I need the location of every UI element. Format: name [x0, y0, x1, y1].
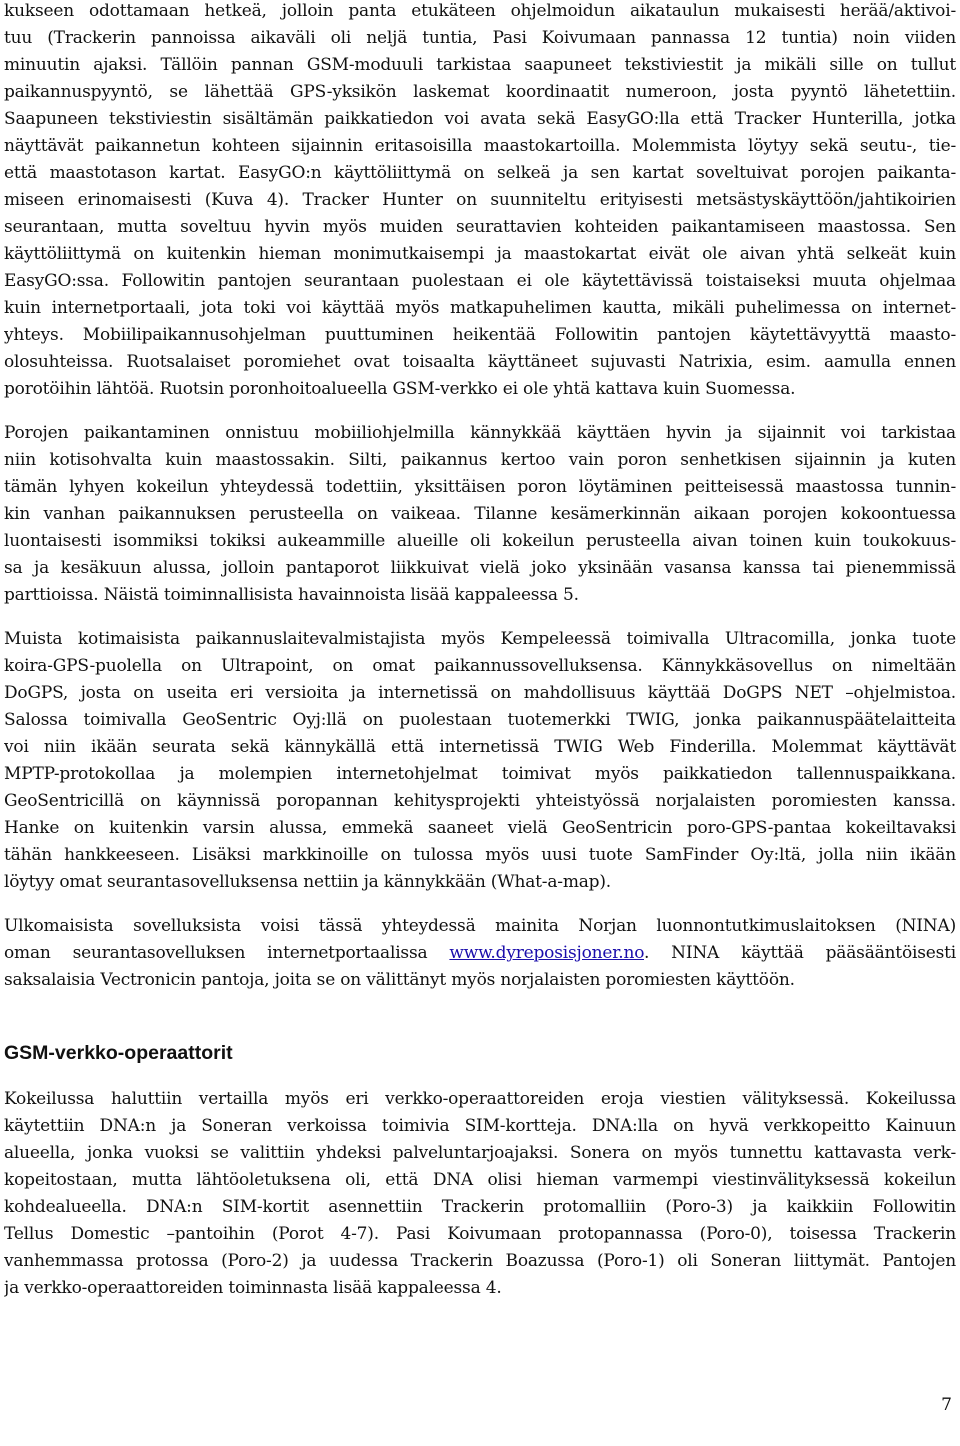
text-line: olosuhteissa. Ruotsalaiset poromiehet ovat toisaalta käyttäneet sujuvasti Natrixia, esim. aamulla ennen — [4, 352, 956, 372]
text-segment: oman seurantasovelluksen internetportaalissa — [4, 943, 450, 963]
text-line: yhteys. Mobiilipaikannusohjelman puuttuminen heikentää Followitin pantojen käytettävyyttä maasto- — [4, 325, 956, 345]
nina-website-link[interactable]: www.dyreposisjoner.no — [449, 943, 644, 963]
text-line: että maastotason kartat. EasyGO:n käyttöliittymä on selkeä ja sen kartat soveltuivat porojen paikanta- — [4, 163, 956, 183]
text-line — [4, 940, 956, 967]
text-line: Salossa toimivalla GeoSentric Oyj:llä on puolestaan tuotemerkki TWIG, jonka paikannuspäätelaitteita — [4, 710, 956, 730]
text-line: Tellus Domestic –pantoihin (Porot 4-7). Pasi Koivumaan protopannassa (Poro-0), toisessa Trackerin — [4, 1224, 956, 1244]
text-line: porotöihin lähtöä. Ruotsin poronhoitoalueella GSM-verkko ei ole yhtä kattava kuin Suomessa. — [4, 379, 796, 399]
text-line: tämän lyhyen kokeilun yhteydessä todettiin, yksittäisen poron löytäminen peitteisessä maastossa tunnin- — [4, 477, 956, 497]
text-line: vanhemmassa protossa (Poro-2) ja uudessa Trackerin Boazussa (Poro-1) oli Soneran liittymät. Pantojen — [4, 1251, 956, 1271]
text-line: MPTP-protokollaa ja molempien internetohjelmat toimivat myös paikkatiedon tallennuspaikkana. — [4, 764, 956, 784]
text-line: kin vanhan paikannuksen perusteella on vaikeaa. Tilanne kesämerkinnän aikaan porojen kokoontuessa — [4, 504, 956, 524]
text-line: näyttävät paikannetun kohteen sijainnin eritasoisilla maastokartoilla. Molemmista löytyy sekä seutu-, tie- — [4, 136, 956, 156]
text-line: kuin internetportaali, jota toki voi käyttää myös matkapuhelimen kautta, mikäli puhelimessa on internet- — [4, 298, 956, 318]
text-line: Hanke on kuitenkin varsin alussa, emmekä saaneet vielä GeoSentricin poro-GPS-pantaa kokeiltavaksi — [4, 818, 956, 838]
text-line: DoGPS, josta on useita eri versioita ja internetissä on mahdollisuus käyttää DoGPS NET –ohjelmistoa. — [4, 683, 956, 703]
section-heading-gsm-operators: GSM-verkko-operaattorit — [4, 1042, 233, 1064]
text-line: Ulkomaisista sovelluksista voisi tässä yhteydessä mainita Norjan luonnontutkimuslaitoksen (NINA) — [4, 916, 956, 936]
text-line: Porojen paikantaminen onnistuu mobiiliohjelmilla kännykkää käyttäen hyvin ja sijainnit voi tarkistaa — [4, 423, 956, 443]
text-line: sa ja kesäkuun alussa, jolloin pantaporot liikkuivat vielä joko yksinään vasansa kanssa tai pienemmissä — [4, 558, 956, 578]
text-line: kohdealueella. DNA:n SIM-kortit asennettiin Trackerin protomalliin (Poro-3) ja kaikkiin Followitin — [4, 1197, 956, 1217]
text-line: luontaisesti isommiksi tokiksi aukeammille alueille oli kokeilun perusteella aivan toinen kuin toukokuus- — [4, 531, 956, 551]
text-line: Saapuneen tekstiviestin sisältämän paikkatiedon voi avata sekä EasyGO:lla että Tracker Hunterilla, jotka — [4, 109, 956, 129]
text-line: löytyy omat seurantasovelluksensa nettiin ja kännykkään (What-a-map). — [4, 872, 611, 892]
text-line: paikannuspyyntö, se lähettää GPS-yksikön laskemat koordinaatit numeroon, josta pyyntö lähetettiin. — [4, 82, 956, 102]
text-line: EasyGO:ssa. Followitin pantojen seurantaan puolestaan ei ole käytettävissä toistaiseksi muuta ohjelmaa — [4, 271, 956, 291]
text-line: seurantaan, mutta soveltuu hyvin myös muiden seurattavien kohteiden paikantamiseen maastossa. Sen — [4, 217, 956, 237]
paragraph-domestic-manufacturers — [4, 626, 956, 896]
text-line: minuutin ajaksi. Tällöin pannan GSM-moduuli tarkistaa saapuneet tekstiviestit ja mikäli sille on tullut — [4, 55, 956, 75]
text-line: tuu (Trackerin pannoissa aikaväli oli neljä tuntia, Pasi Koivumaan pannassa 12 tuntia) noin viiden — [4, 28, 956, 48]
text-line: GeoSentricillä on käynnissä poropannan kehitysprojekti yhteistyössä norjalaisten poromiesten kanssa. — [4, 791, 956, 811]
text-line: käytettiin DNA:n ja Soneran verkoissa toimivia SIM-kortteja. DNA:lla on hyvä verkkopeitto Kainuun — [4, 1116, 956, 1136]
text-line: voi niin ikään seurata sekä kännykällä että internetissä TWIG Web Finderilla. Molemmat käyttävät — [4, 737, 956, 757]
text-line: saksalaisia Vectronicin pantoja, joita se on välittänyt myös norjalaisten poromiesten käyttöön. — [4, 970, 795, 990]
text-line: Muista kotimaisista paikannuslaitevalmistajista myös Kempeleessä toimivalla Ultracomilla, jonka tuote — [4, 629, 956, 649]
paragraph-mobile-positioning — [4, 420, 956, 609]
text-line: käyttöliittymä on kuitenkin hieman monimutkaisempi ja maastokartat eivät ole aivan yhtä selkeät kuin — [4, 244, 956, 264]
text-line: Kokeilussa haluttiin vertailla myös eri verkko-operaattoreiden eroja viestien välityksessä. Kokeilussa — [4, 1089, 956, 1109]
paragraph-tracking-software — [4, 0, 956, 403]
document-page — [4, 0, 956, 1319]
paragraph-foreign-applications — [4, 913, 956, 994]
text-line: tähän hankkeeseen. Lisäksi markkinoille on tulossa myös uusi tuote SamFinder Oy:ltä, jolla niin ikään — [4, 845, 956, 865]
text-line: parttioissa. Näistä toiminnallisista havainnoista lisää kappaleessa 5. — [4, 585, 579, 605]
text-line: kopeitostaan, mutta lähtöoletuksena oli, että DNA olisi hieman varmempi viestinvälityksessä kokeilun — [4, 1170, 956, 1190]
text-line: koira-GPS-puolella on Ultrapoint, on omat paikannussovelluksensa. Kännykkäsovellus on nimeltään — [4, 656, 956, 676]
text-line: ja verkko-operaattoreiden toiminnasta lisää kappaleessa 4. — [4, 1278, 502, 1298]
text-line: kukseen odottamaan hetkeä, jolloin panta etukäteen ohjelmoidun aikataulun mukaisesti herää/aktivoi- — [4, 1, 956, 21]
text-line: niin kotisohvalta kuin maastossakin. Silti, paikannus kertoo vain poron senhetkisen sijainnin ja kuten — [4, 450, 956, 470]
text-line: alueella, jonka vuoksi se valittiin yhdeksi palveluntarjoajaksi. Sonera on myös tunnettu kattavasta verk- — [4, 1143, 956, 1163]
text-line: miseen erinomaisesti (Kuva 4). Tracker Hunter on suunniteltu erityisesti metsästyskäyttöön/jahtikoirien — [4, 190, 956, 210]
paragraph-gsm-operators — [4, 1086, 956, 1302]
page-number: 7 — [941, 1395, 952, 1415]
text-segment: . NINA käyttää pääsääntöisesti — [643, 943, 956, 963]
